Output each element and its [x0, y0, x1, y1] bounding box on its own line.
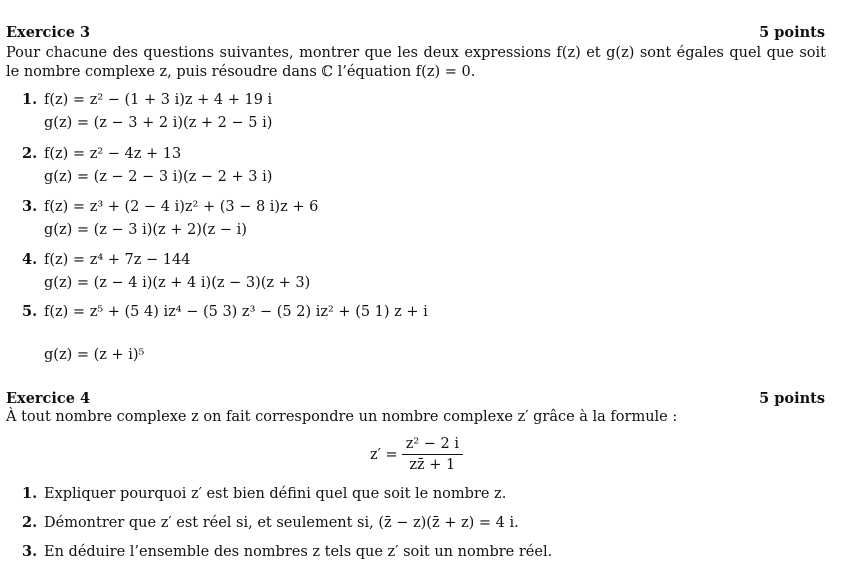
ex4-q2: 2. Démontrer que z′ est réel si, et seulement si, (z̄ − z)(z̄ + z) = 4 i.	[22, 514, 519, 531]
ex3-q4-g: g(z) = (z − 4 i)(z + 4 i)(z − 3)(z + 3)	[44, 275, 311, 291]
formula-z-prime	[370, 436, 463, 473]
ex3-q1-g: g(z) = (z − 3 + 2 i)(z + 2 − 5 i)	[44, 115, 273, 131]
ex3-q3-f: 3. f(z) = z³ + (2 − 4 i)z² + (3 − 8 i)z + 6	[22, 198, 319, 215]
ex3-q4-f: 4. f(z) = z⁴ + 7z − 144	[22, 251, 191, 268]
exercise-3-header	[6, 24, 825, 41]
ex3-q5-f: 5. f(z) = z⁵ + (5 4) iz⁴ − (5 3) z³ − (5 2) iz² + (5 1) z + i	[22, 303, 428, 320]
ex3-q5-g: g(z) = (z + i)⁵	[44, 347, 145, 363]
formula-numerator: z² − 2 i	[402, 436, 463, 455]
ex3-q1-f: 1. f(z) = z² − (1 + 3 i)z + 4 + 19 i	[22, 91, 273, 108]
exercise-4-header	[6, 390, 825, 407]
formula-fraction	[402, 436, 463, 473]
exercise-3-points: 5 points	[759, 24, 825, 41]
formula-denominator: zz̄ + 1	[409, 457, 456, 473]
ex3-q2-g: g(z) = (z − 2 − 3 i)(z − 2 + 3 i)	[44, 169, 273, 185]
ex4-q3: 3. En déduire l’ensemble des nombres z tels que z′ soit un nombre réel.	[22, 543, 553, 560]
exercise-4-intro: À tout nombre complexe z on fait correspondre un nombre complexe z′ grâce à la formule :	[6, 409, 678, 425]
ex3-q2-f: 2. f(z) = z² − 4z + 13	[22, 145, 182, 162]
formula-lhs: z′ =	[370, 446, 398, 463]
exercise-4-title: Exercice 4	[6, 390, 91, 407]
ex3-q3-g: g(z) = (z − 3 i)(z + 2)(z − i)	[44, 222, 247, 238]
ex4-q1: 1. Expliquer pourquoi z′ est bien défini quel que soit le nombre z.	[22, 485, 507, 502]
exercise-3-title: Exercice 3	[6, 24, 91, 41]
exercise-4-points: 5 points	[759, 390, 825, 407]
exercise-3-intro: Pour chacune des questions suivantes, montrer que les deux expressions f(z) et g(z) sont égales quel que soit le nombre complexe z, puis résoudre dans ℂ l’équation f(z) = 0.	[6, 45, 826, 80]
